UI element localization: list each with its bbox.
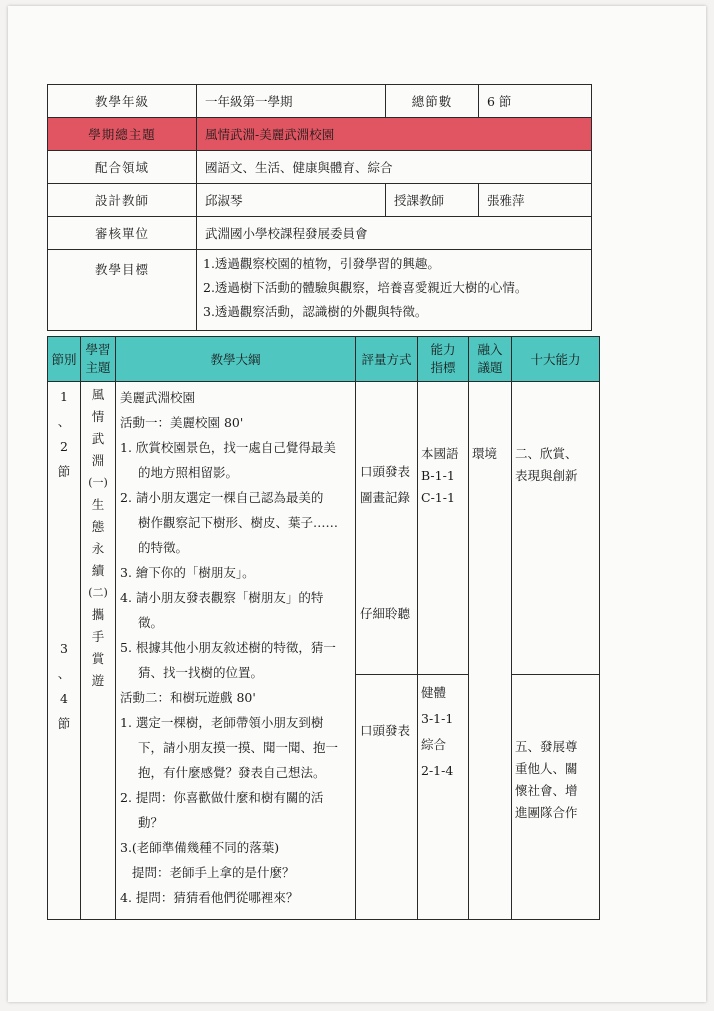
outline-line: 下，請小朋友摸一摸、聞一聞、抱一 <box>138 740 339 755</box>
section-char: 4 <box>60 691 68 706</box>
col-outline: 教學大綱 <box>116 337 356 382</box>
section-char: 3 <box>60 641 68 656</box>
goal-item: 2.透過樹下活動的體驗與觀察，培養喜愛親近大樹的心情。 <box>203 280 528 295</box>
integrate-item: 環境 <box>472 446 498 461</box>
topic-char: 淵 <box>91 453 105 468</box>
outline-line: 的特徵。 <box>138 540 189 555</box>
col-section: 節別 <box>48 337 81 382</box>
outline-line: 1. 選定一棵樹，老師帶領小朋友到樹 <box>120 715 324 730</box>
outline-line: 的地方照相留影。 <box>138 465 239 480</box>
ability-item: C-1-1 <box>421 490 455 505</box>
section-first <box>48 384 80 484</box>
grade-value: 一年級第一學期 <box>197 85 386 118</box>
col-ability-line: 能力 <box>430 342 456 357</box>
assess-item: 口頭發表 <box>360 464 411 479</box>
col-integrate-line: 融入 <box>477 342 503 357</box>
goal-item: 1.透過觀察校園的植物，引發學習的興趣。 <box>203 256 440 271</box>
outline-line: 1. 欣賞校園景色，找一處自己覺得最美 <box>120 440 336 455</box>
teacher-label: 授課教師 <box>386 184 479 217</box>
designer-value: 邱淑琴 <box>197 184 386 217</box>
topic-char: 情 <box>91 409 105 424</box>
col-ability <box>418 337 469 382</box>
outline-line: 5. 根據其他小朋友敘述樹的特徵，猜一 <box>120 640 336 655</box>
ability-cell-2 <box>418 675 469 920</box>
outline-line: 活動二：和樹玩遊戲 80' <box>120 690 256 705</box>
ten-cell-1 <box>512 382 600 675</box>
col-ability-line: 指標 <box>430 360 456 375</box>
topic-char: 永 <box>91 541 105 556</box>
goal-item: 3.透過觀察活動，認識樹的外觀與特徵。 <box>203 304 428 319</box>
ten-item: 二、欣賞、 <box>515 446 578 461</box>
topic-char: 遊 <box>91 673 105 688</box>
topic-char: 生 <box>91 497 105 512</box>
ability-item: 健體 <box>421 685 447 700</box>
topic-char: 攜 <box>91 607 105 622</box>
outline-line: 2. 請小朋友選定一棵自己認為最美的 <box>120 490 324 505</box>
lesson-plan-table <box>47 336 600 920</box>
topic-char: 態 <box>91 519 105 534</box>
outline-line: 動？ <box>138 815 164 830</box>
review-value: 武淵國小學校課程發展委員會 <box>197 217 592 250</box>
section-char: 節 <box>57 464 71 479</box>
ten-item: 進團隊合作 <box>515 805 578 820</box>
ten-item: 重他人、關 <box>515 761 578 776</box>
topic-char: (一) <box>88 476 108 489</box>
section-char: 2 <box>60 439 68 454</box>
col-topic-line: 主題 <box>85 360 111 375</box>
total-label: 總節數 <box>386 85 479 118</box>
theme-value: 風情武淵-美麗武淵校園 <box>197 118 592 151</box>
domain-label: 配合領域 <box>48 151 197 184</box>
topic-char: 武 <box>91 431 105 446</box>
assess-item: 仔細聆聽 <box>360 606 411 621</box>
topic-char: (二) <box>88 586 108 599</box>
topic-char: 風 <box>91 387 105 402</box>
ten-cell-2 <box>512 675 600 920</box>
col-ten-abilities: 十大能力 <box>512 337 600 382</box>
assess-item: 圖畫記錄 <box>360 490 411 505</box>
outline-line: 3. 繪下你的「樹朋友」。 <box>120 565 255 580</box>
ten-item: 表現與創新 <box>515 468 578 483</box>
outline-line: 活動一：美麗校園 80' <box>120 415 244 430</box>
outline-line: 猜、找一找樹的位置。 <box>138 665 264 680</box>
outline-cell <box>116 382 356 920</box>
total-value: 6 節 <box>479 85 592 118</box>
course-info-table <box>47 84 592 331</box>
goal-label: 教學目標 <box>48 250 197 331</box>
ten-item: 五、發展尊 <box>515 739 578 754</box>
ability-cell-1 <box>418 382 469 675</box>
domain-value: 國語文、生活、健康與體育、綜合 <box>197 151 592 184</box>
outline-line: 4. 提問：猜猜看他們從哪裡來？ <box>120 890 299 905</box>
ability-item: 本國語 <box>421 446 459 461</box>
outline-line: 提問：老師手上拿的是什麼？ <box>132 865 295 880</box>
topic-cell <box>81 382 116 920</box>
col-topic-line: 學習 <box>85 342 111 357</box>
topic-char: 續 <box>91 563 105 578</box>
col-topic <box>81 337 116 382</box>
ability-item: 綜合 <box>421 737 447 752</box>
topic-char: 手 <box>91 629 105 644</box>
section-char: 1 <box>60 389 68 404</box>
col-integrate-line: 議題 <box>477 360 503 375</box>
theme-label: 學期總主題 <box>48 118 197 151</box>
outline-line: 抱，有什麼感覺？發表自己想法。 <box>138 765 326 780</box>
outline-line: 美麗武淵校園 <box>120 390 196 405</box>
goal-list <box>197 250 592 331</box>
ability-item: 2-1-4 <box>421 763 454 778</box>
designer-label: 設計教師 <box>48 184 197 217</box>
ability-item: 3-1-1 <box>421 711 454 726</box>
assess-cell-2 <box>356 675 418 920</box>
outline-line: 樹作觀察記下樹形、樹皮、葉子…… <box>138 515 339 530</box>
col-integrate <box>469 337 512 382</box>
outline-line: 2. 提問：你喜歡做什麼和樹有關的活 <box>120 790 324 805</box>
col-assess: 評量方式 <box>356 337 418 382</box>
section-char: 、 <box>57 666 71 681</box>
section-second <box>48 636 80 736</box>
outline-line: 3.(老師準備幾種不同的落葉) <box>120 840 280 855</box>
integrate-cell <box>469 382 512 920</box>
grade-label: 教學年級 <box>48 85 197 118</box>
topic-char: 賞 <box>91 651 105 666</box>
outline-line: 徵。 <box>138 615 164 630</box>
assess-item: 口頭發表 <box>360 723 411 738</box>
ability-item: B-1-1 <box>421 468 455 483</box>
outline-line: 4. 請小朋友發表觀察「樹朋友」的特 <box>120 590 324 605</box>
section-cell <box>48 382 81 920</box>
review-label: 審核單位 <box>48 217 197 250</box>
ten-item: 懷社會、增 <box>515 783 578 798</box>
teacher-value: 張雅萍 <box>479 184 592 217</box>
section-char: 、 <box>57 414 71 429</box>
section-char: 節 <box>57 716 71 731</box>
assess-cell-1 <box>356 382 418 675</box>
